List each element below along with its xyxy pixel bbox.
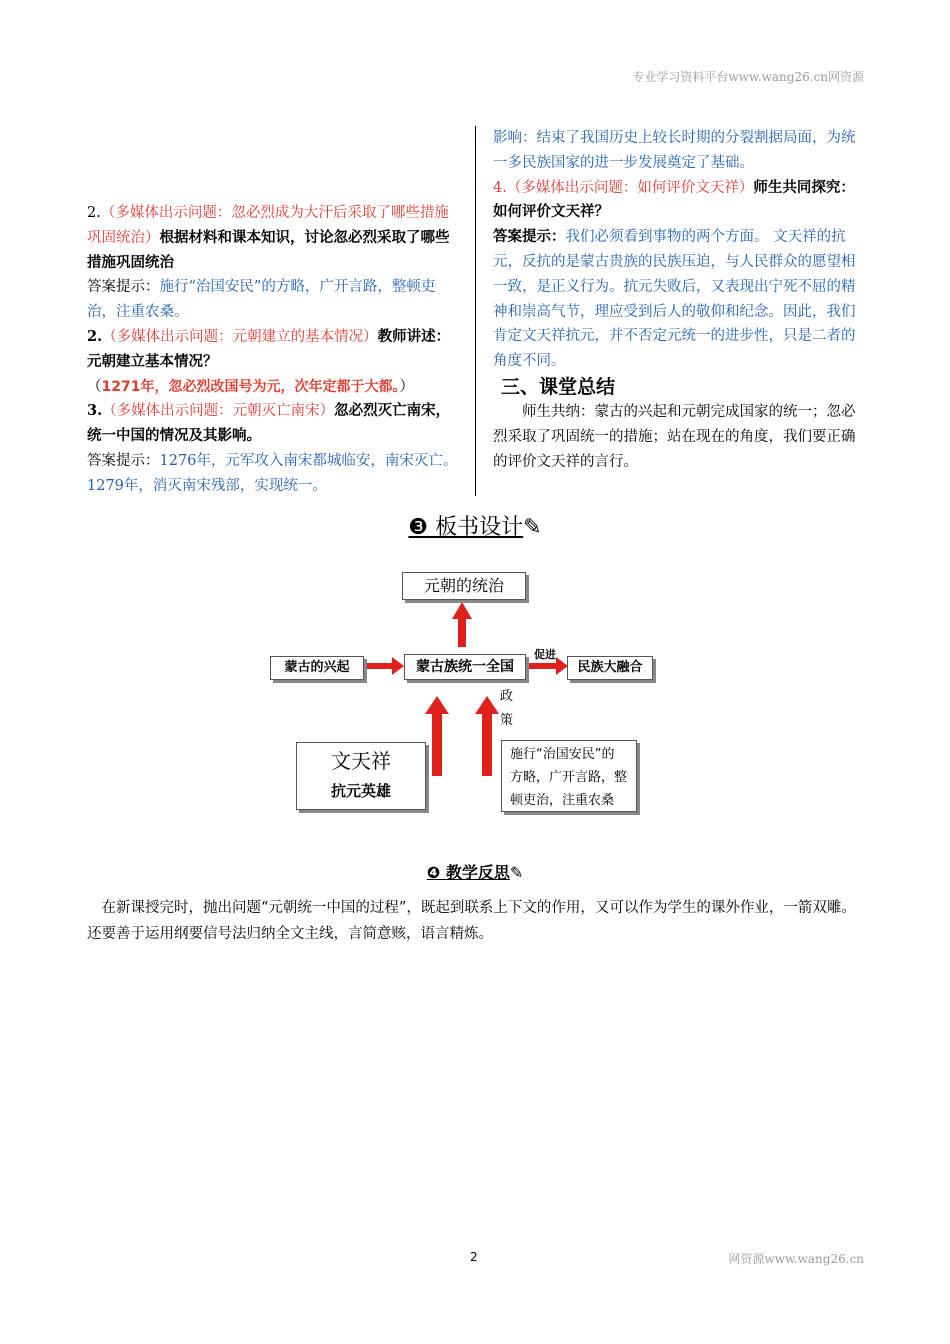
answer-text: 我们必须看到事物的两个方面。 文天祥的抗元，反抗的是蒙古贵族的民族压迫，与人民群众的愿望相一致，是正义行为。抗元失败后，又表现出宁死不屈的精神和崇高气节，理应受到后人的敬仰和纪念。因此，我们肯定文天祥抗元，并不否定元统一的进步性，只是二者的角度不同。 [493,229,856,370]
answer-label: 答案提示： [87,279,160,296]
arrow-policy-up [475,696,499,776]
q-prompt: （多媒体出示问题：忽必烈成为大汗后采取了哪些措施巩固统治） [87,205,449,246]
section-heading: 三、课堂总结 [501,375,616,398]
label-policy-1: 政 [500,689,514,704]
reflection-heading [0,860,950,883]
page-header: 专业学习资料平台www.wang26.cn网资源 [632,70,864,84]
q-prompt: （多媒体出示问题：元朝建立的基本情况） [102,328,378,345]
hero-name: 文天祥 [331,749,391,773]
q-num: 2. [87,327,103,345]
answer-text: 施行“治国安民”的方略，广开言路，整顿吏治，注重农桑。 [87,279,436,321]
policy-line-2: 方略，广开言路，整 [510,770,628,785]
q-num: 2. [87,205,101,221]
paren-close: ） [399,378,414,395]
q-task: 教师讲述：元朝建立基本情况？ [87,327,451,370]
box-policy [501,740,637,812]
arrow-hero-up [425,696,449,776]
arrow-up-top [452,602,472,647]
paren-open: （ [87,378,102,395]
heading-text: ❹ 教学反思 [426,863,510,882]
box-top: 元朝的统治 [402,572,526,600]
q-num: 3. [87,402,103,420]
answer-text: 1276年，元军攻入南宋都城临安，南宋灭亡。1279年，消灭南宋残部，实现统一。 [87,452,458,494]
hero-title: 抗元英雄 [330,782,391,800]
q-num: 4. [493,179,507,196]
answer-label: 答案提示： [493,228,566,246]
label-promote: 促进 [534,648,556,661]
page-footer: 网资源www.wang26.cn [728,1252,864,1266]
summary-text: 师生共纳：蒙古的兴起和元朝完成国家的统一；忽必烈采取了巩固统一的措施；站在现在的角度，我们要正确的评价文天祥的言行。 [493,403,856,470]
box-hero [296,742,426,810]
page-number: 2 [470,1250,478,1264]
label-policy-2: 策 [500,713,514,728]
heading-text: ❸ 板书设计 [408,515,524,540]
pen-icon: ✎ [509,863,524,882]
reflection-text: 在新课授完时，抛出问题“元朝统一中国的过程”，既起到联系上下文的作用，又可以作为学生的课外作业，一箭双雕。还要善于运用纲要信号法归纳全文主线，言简意赅，语言精炼。 [87,900,856,942]
q-task: 忽必烈灭亡南宋，统一中国的情况及其影响。 [87,402,451,445]
q-task: 根据材料和课本知识，讨论忽必烈采取了哪些措施巩固统治 [87,228,450,271]
box-fusion: 民族大融合 [567,656,653,680]
pen-icon: ✎ [523,515,542,540]
box-center: 蒙古族统一全国 [404,654,526,680]
note-text: 1271年，忽必烈改国号为元，次年定都于大都。 [101,378,400,395]
answer-label: 答案提示： [87,452,160,469]
impact-text: 影响：结束了我国历史上较长时期的分裂割据局面，为统一多民族国家的进一步发展奠定了基础。 [493,130,856,171]
box-rise: 蒙古的兴起 [270,656,364,680]
policy-line-1: 施行“治国安民”的 [510,747,615,762]
q-prompt: （多媒体出示问题：如何评价文天祥） [506,179,754,196]
arrow-rise-center [362,657,404,675]
q-task: 师生共同探究：如何评价文天祥？ [493,178,855,221]
policy-line-3: 顿吏治，注重农桑 [510,793,615,808]
q-prompt: （多媒体出示问题：元朝灭亡南宋） [102,403,335,420]
